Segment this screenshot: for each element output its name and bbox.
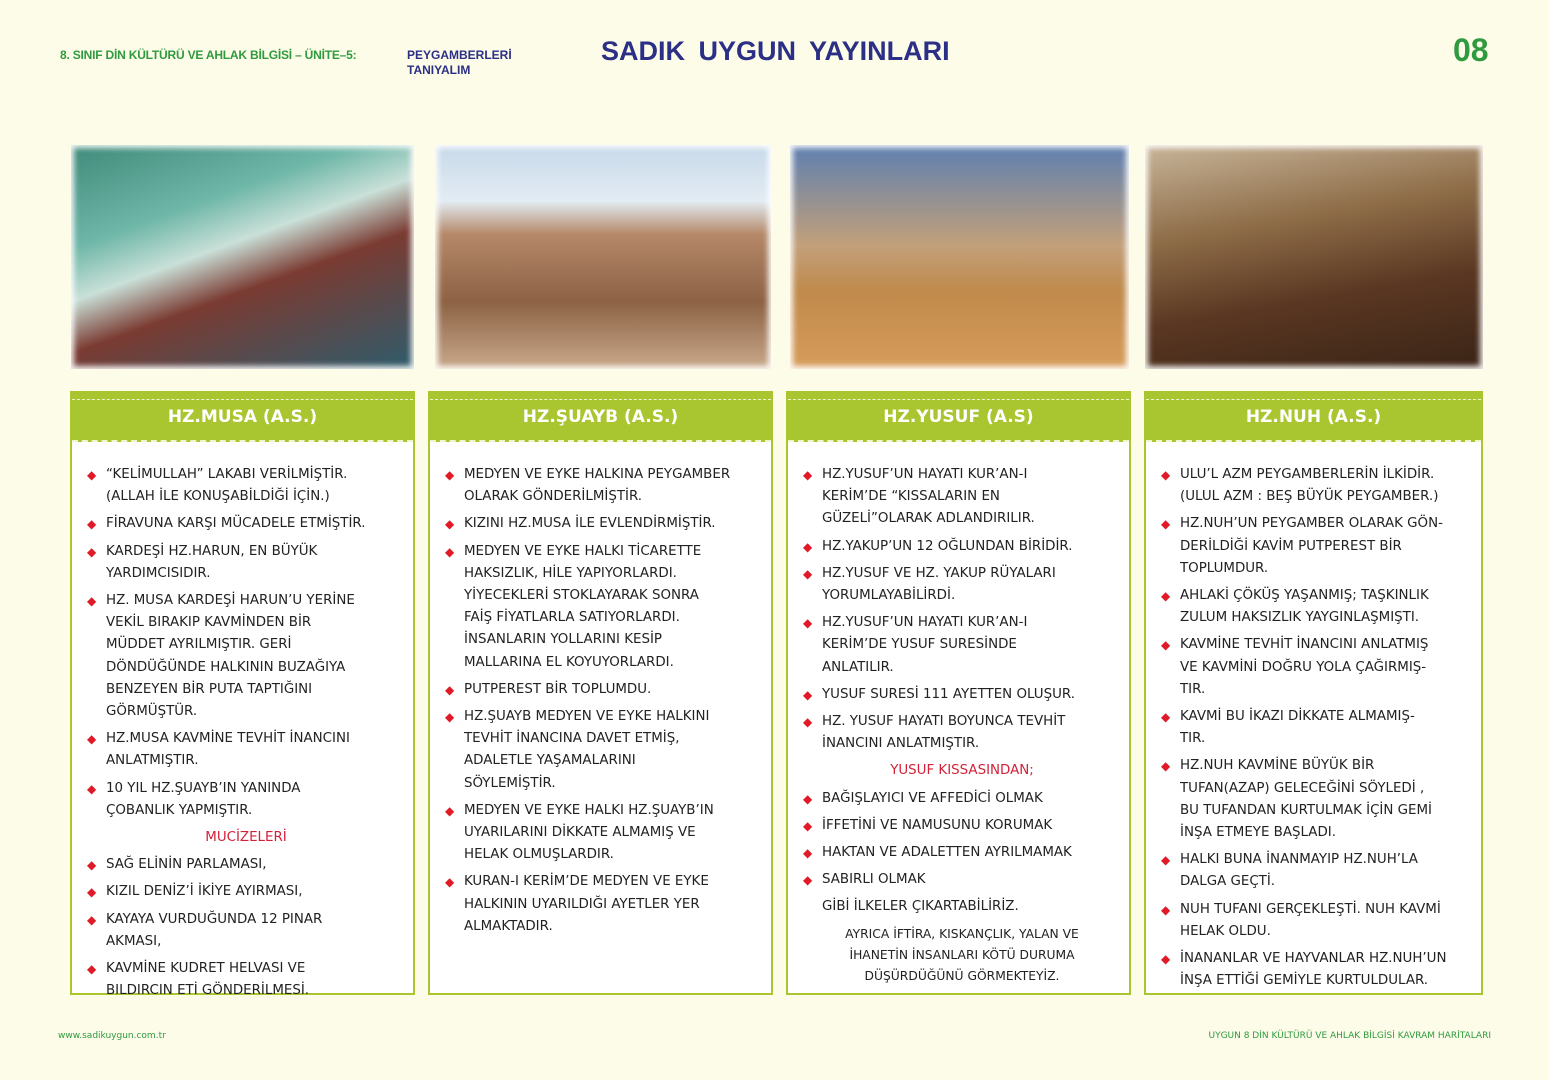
diamond-bullet-icon: ◆: [87, 962, 97, 977]
diamond-bullet-icon: ◆: [1161, 638, 1171, 653]
list-item-text: ULU’L AZM PEYGAMBERLERİN İLKİDİR. (ULUL AZM : BEŞ BÜYÜK PEYGAMBER.): [1180, 467, 1439, 505]
list-item: [87, 728, 405, 772]
list-item-text: HZ.YAKUP’UN 12 OĞLUNDAN BİRİDİR.: [822, 538, 1073, 554]
card-title: HZ.NUH (A.S.): [1146, 393, 1481, 442]
diamond-bullet-icon: ◆: [1161, 710, 1171, 725]
list-item-text: MEDYEN VE EYKE HALKINA PEYGAMBER OLARAK GÖNDERİLMİŞTİR.: [464, 467, 731, 505]
list-item: [87, 778, 405, 822]
diamond-bullet-icon: ◆: [803, 818, 813, 833]
diamond-bullet-icon: ◆: [445, 710, 455, 725]
section-subheading: YUSUF KISSASINDAN;: [890, 763, 1034, 779]
list-item-text: MEDYEN VE EYKE HALKI HZ.ŞUAYB’IN UYARILARINI DİKKATE ALMAMIŞ VE HELAK OLMUŞLARDIR.: [464, 802, 714, 863]
list-item-text: İNANANLAR VE HAYVANLAR HZ.NUH’UN İNŞA ETTİĞİ GEMİYLE KURTULDULAR.: [1180, 951, 1447, 989]
diamond-bullet-icon: ◆: [87, 468, 97, 482]
list-item-text: BAĞIŞLAYICI VE AFFEDİCİ OLMAK: [822, 790, 1043, 806]
diamond-bullet-icon: ◆: [87, 517, 97, 532]
diamond-bullet-icon: ◆: [445, 803, 455, 818]
list-item: [1161, 464, 1473, 508]
list-item-text: PUTPEREST BİR TOPLUMDU.: [464, 681, 652, 697]
diamond-bullet-icon: ◆: [87, 885, 97, 900]
page-number: 08: [1453, 32, 1489, 68]
card-title: HZ.YUSUF (A.S): [788, 393, 1129, 442]
list-item: [1161, 585, 1473, 629]
list-item-text: NUH TUFANI GERÇEKLEŞTİ. NUH KAVMİ HELAK OLDU.: [1180, 901, 1441, 939]
list-item: [1161, 706, 1473, 750]
list-item: [87, 513, 405, 535]
list-item: [803, 788, 1121, 810]
card-title: HZ.MUSA (A.S.): [72, 393, 413, 442]
list-item-text: YUSUF SURESİ 111 AYETTEN OLUŞUR.: [822, 686, 1075, 702]
list-item: [803, 612, 1121, 679]
list-item: [803, 815, 1121, 837]
list-item: [445, 706, 763, 795]
list-item-text: KURAN-I KERİM’DE MEDYEN VE EYKE HALKININ UYARILDIĞI AYETLER YER ALMAKTADIR.: [464, 874, 709, 934]
list-item: [445, 541, 763, 674]
list-item-text: AHLAKİ ÇÖKÜŞ YAŞANMIŞ; TAŞKINLIK ZULUM HAKSIZLIK YAYGINLAŞMIŞTI.: [1180, 588, 1429, 626]
list-item-text: HZ.YUSUF VE HZ. YAKUP RÜYALARI YORUMLAYABİLİRDİ.: [822, 565, 1056, 604]
diamond-bullet-icon: ◆: [1161, 952, 1171, 967]
list-item: [445, 800, 763, 867]
list-item: [445, 871, 763, 938]
photo-noah-ark: [1145, 145, 1483, 369]
diamond-bullet-icon: ◆: [803, 687, 813, 702]
card-musa: [70, 391, 415, 999]
subject-title: 8. SINIF DİN KÜLTÜRÜ VE AHLAK BİLGİSİ – ÜNİTE–5:: [60, 48, 357, 62]
card-nuh: [1144, 391, 1483, 995]
list-item: [803, 536, 1121, 558]
list-item: [1161, 849, 1473, 893]
list-item-text: KAVMİNE KUDRET HELVASI VE BILDIRCIN ETİ GÖNDERİLMESİ.: [106, 961, 310, 999]
list-item-text: HALKI BUNA İNANMAYIP HZ.NUH’LA DALGA GEÇTİ.: [1180, 852, 1418, 890]
diamond-bullet-icon: ◆: [1161, 853, 1171, 868]
photo-medyen-rock-tombs: [435, 145, 771, 369]
list-item-text: KAVMİ BU İKAZI DİKKATE ALMAMIŞ- TIR.: [1180, 709, 1415, 747]
diamond-bullet-icon: ◆: [445, 682, 455, 697]
diamond-bullet-icon: ◆: [87, 912, 97, 927]
list-item: [1161, 513, 1473, 580]
diamond-bullet-icon: ◆: [803, 616, 813, 631]
list-item-text: MEDYEN VE EYKE HALKI TİCARETTE HAKSIZLIK, HİLE YAPIYORLARDI. YİYECEKLERİ STOKLAYARAK SONRA FAİŞ FİYATLARLA SATIYORLARDI. İNSANLARIN YOLLARINI KESİP MALLARINA EL KOYUYORLARDI.: [464, 543, 702, 670]
list-item-text: HZ.MUSA KAVMİNE TEVHİT İNANCINI ANLATMIŞTIR.: [106, 731, 350, 769]
list-item: [1161, 634, 1473, 701]
footer-website: www.sadikuygun.com.tr: [58, 1031, 166, 1041]
list-item: [1161, 948, 1473, 992]
note-text: AYRICA İFTİRA, KISKANÇLIK, YALAN VE İHANETİN İNSANLARI KÖTÜ DURUMA DÜŞÜRDÜĞÜNÜ GÖRMEKTEYİZ.: [845, 926, 1079, 983]
list-item: [445, 464, 763, 508]
diamond-bullet-icon: ◆: [87, 732, 97, 747]
diamond-bullet-icon: ◆: [803, 468, 813, 482]
list-item-text: KIZIL DENİZ’İ İKİYE AYIRMASI,: [106, 884, 303, 900]
diamond-bullet-icon: ◆: [803, 846, 813, 861]
list-item: [803, 563, 1121, 607]
publisher-brand: SADIK UYGUN YAYINLARI: [601, 36, 950, 66]
list-item: [87, 881, 405, 903]
list-item-text: SABIRLI OLMAK: [822, 872, 926, 888]
photo-egypt-pyramids: [790, 145, 1129, 369]
diamond-bullet-icon: ◆: [803, 873, 813, 888]
list-item: [87, 464, 405, 508]
list-item-text: KAYAYA VURDUĞUNDA 12 PINAR AKMASI,: [106, 911, 323, 949]
diamond-bullet-icon: ◆: [445, 544, 455, 559]
diamond-bullet-icon: ◆: [803, 791, 813, 806]
list-item-text: HZ.NUH’UN PEYGAMBER OLARAK GÖN- DERİLDİĞİ KAVİM PUTPEREST BİR TOPLUMDUR.: [1180, 516, 1443, 576]
diamond-bullet-icon: ◆: [1161, 902, 1171, 917]
diamond-bullet-icon: ◆: [445, 517, 455, 532]
diamond-bullet-icon: ◆: [1161, 589, 1171, 604]
list-item-text: İFFETİNİ VE NAMUSUNU KORUMAK: [822, 817, 1053, 833]
diamond-bullet-icon: ◆: [803, 539, 813, 554]
diamond-bullet-icon: ◆: [87, 858, 97, 873]
list-item: [803, 711, 1121, 755]
list-item-text: HZ.ŞUAYB MEDYEN VE EYKE HALKINI TEVHİT İNANCINA DAVET ETMİŞ, ADALETLE YAŞAMALARINI SÖYLEMİŞTİR.: [464, 709, 710, 791]
list-item: [1161, 755, 1473, 844]
list-item: [803, 842, 1121, 864]
list-item-text: HZ.NUH KAVMİNE BÜYÜK BİR TUFAN(AZAP) GELECEĞİNİ SÖYLEDİ , BU TUFANDAN KURTULMAK İÇİN GEMİ İNŞA ETMEYE BAŞLADI.: [1180, 758, 1432, 841]
list-item: [445, 679, 763, 701]
diamond-bullet-icon: ◆: [445, 468, 455, 482]
section-subheading: MUCİZELERİ: [205, 830, 287, 846]
diamond-bullet-icon: ◆: [803, 715, 813, 730]
list-item: [445, 513, 763, 535]
list-item: [1161, 899, 1473, 943]
list-item: [803, 464, 1121, 531]
list-item-text: KARDEŞİ HZ.HARUN, EN BÜYÜK YARDIMCISIDIR.: [106, 543, 318, 581]
list-item-text: HZ.YUSUF’UN HAYATI KUR’AN-I KERİM’DE YUSUF SURESİNDE ANLATILIR.: [822, 615, 1028, 675]
diamond-bullet-icon: ◆: [1161, 517, 1171, 532]
list-item: [87, 958, 405, 1002]
diamond-bullet-icon: ◆: [1161, 759, 1171, 774]
list-item: [87, 541, 405, 585]
list-item: [803, 869, 1121, 891]
diamond-bullet-icon: ◆: [1161, 468, 1171, 482]
footer-series: UYGUN 8 DİN KÜLTÜRÜ VE AHLAK BİLGİSİ KAVRAM HARİTALARI: [1208, 1031, 1491, 1041]
diamond-bullet-icon: ◆: [803, 566, 813, 581]
list-item-text: HZ. YUSUF HAYATI BOYUNCA TEVHİT İNANCINI ANLATMIŞTIR.: [822, 714, 1066, 752]
summary-text: GİBİ İLKELER ÇIKARTABİLİRİZ.: [822, 899, 1019, 915]
photo-musa-parting-sea: [71, 145, 414, 369]
list-item: [87, 909, 405, 953]
card-title: HZ.ŞUAYB (A.S.): [430, 393, 771, 442]
list-item-text: “KELİMULLAH” LAKABI VERİLMİŞTİR. (ALLAH İLE KONUŞABİLDİĞİ İÇİN.): [106, 467, 348, 505]
list-item-text: HZ.YUSUF’UN HAYATI KUR’AN-I KERİM’DE “KISSALARIN EN GÜZELİ”OLARAK ADLANDIRILIR.: [822, 467, 1035, 527]
list-item-text: KAVMİNE TEVHİT İNANCINI ANLATMIŞ VE KAVMİNİ DOĞRU YOLA ÇAĞIRMIŞ- TIR.: [1180, 637, 1429, 697]
diamond-bullet-icon: ◆: [87, 594, 97, 609]
list-item: [87, 854, 405, 876]
list-item-text: SAĞ ELİNİN PARLAMASI,: [106, 857, 267, 873]
list-item-text: HAKTAN VE ADALETTEN AYRILMAMAK: [822, 845, 1072, 861]
list-item-text: 10 YIL HZ.ŞUAYB’IN YANINDA ÇOBANLIK YAPMIŞTIR.: [106, 780, 301, 818]
card-suayb: [428, 391, 773, 995]
unit-title: PEYGAMBERLERİ TANIYALIM: [407, 48, 512, 77]
diamond-bullet-icon: ◆: [87, 544, 97, 559]
list-item: [87, 590, 405, 723]
list-item: [803, 684, 1121, 706]
list-item-text: KIZINI HZ.MUSA İLE EVLENDİRMİŞTİR.: [464, 516, 716, 532]
diamond-bullet-icon: ◆: [87, 781, 97, 796]
card-yusuf: [786, 391, 1131, 995]
list-item-text: HZ. MUSA KARDEŞİ HARUN’U YERİNE VEKİL BIRAKIP KAVMİNDEN BİR MÜDDET AYRILMIŞTIR. GERİ DÖNDÜĞÜNDE HALKININ BUZAĞIYA BENZEYEN BİR PUTA TAPTIĞINI GÖRMÜŞTÜR.: [106, 593, 355, 720]
diamond-bullet-icon: ◆: [445, 875, 455, 890]
list-item-text: FİRAVUNA KARŞI MÜCADELE ETMİŞTİR.: [106, 516, 366, 532]
